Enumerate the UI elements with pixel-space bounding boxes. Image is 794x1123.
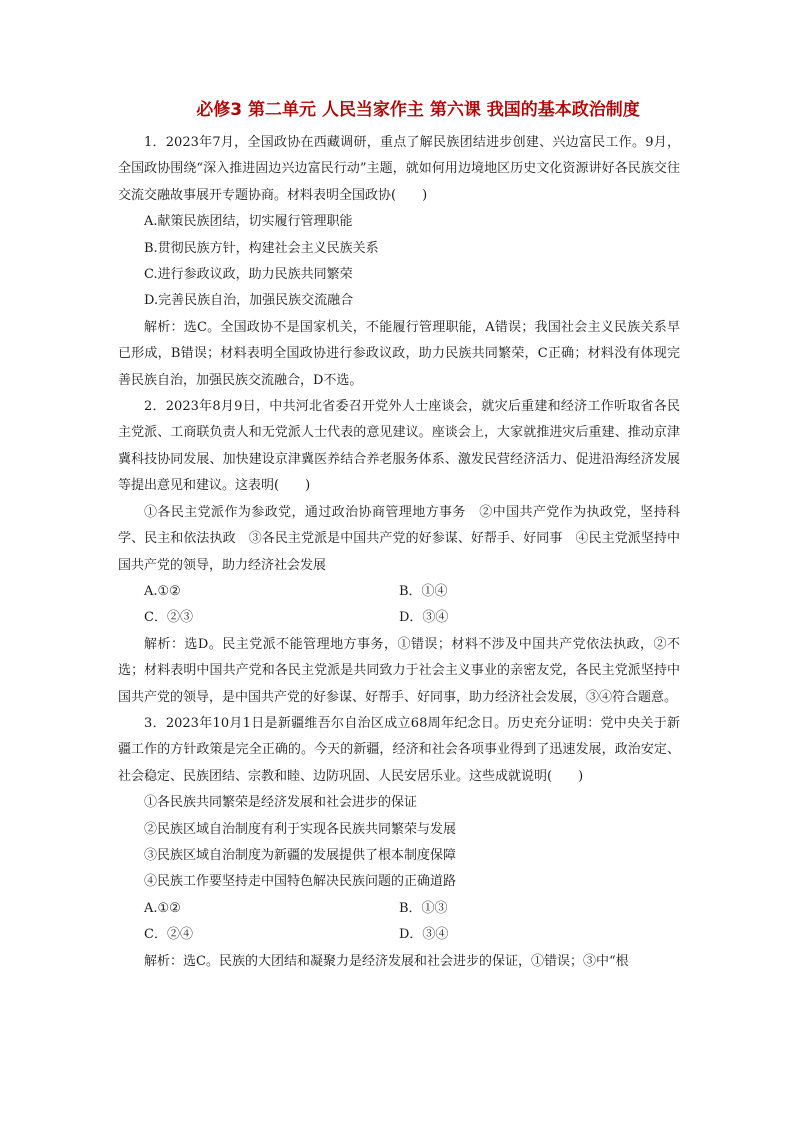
- question-3-statement-2: ②民族区域自治制度有利于实现各民族共同繁荣与发展: [144, 821, 457, 837]
- question-2-stem: 2．2023年8月9日，中共河北省委召开党外人士座谈会，就灾后重建和经济工作听取省各民主党派、工商联负责人和无党派人士代表的意见建议。座谈会上，大家就推进灾后重建、推动京津冀科技协同发展、加快建设京津冀医养结合养老服务体系、激发民营经济活力、促进沿海经济发展等提出意见和建议。这表明( ): [118, 399, 680, 494]
- question-2-options-row-2: [118, 605, 680, 631]
- question-1-option-d: D.完善民族自治，加强民族交流融合: [144, 293, 354, 309]
- question-3-statement-3: ③民族区域自治制度为新疆的发展提供了根本制度保障: [144, 847, 457, 863]
- question-3-option-d: D．③④: [399, 927, 449, 943]
- question-3-options-row-1: [118, 896, 680, 922]
- question-3-statement-1: ①各民族共同繁荣是经济发展和社会进步的保证: [144, 795, 418, 811]
- question-3-option-a: A.①②: [144, 900, 181, 916]
- question-1-option-b: B.贯彻民族方针，构建社会主义民族关系: [144, 240, 379, 256]
- question-2-option-c: C．②③: [144, 610, 193, 626]
- question-3-options-row-2: [118, 922, 680, 948]
- question-3-option-b: B．①③: [399, 900, 448, 916]
- question-2-options-row-1: [118, 579, 680, 605]
- question-2-analysis: 解析：选D。民主党派不能管理地方事务，①错误；材料不涉及中国共产党依法执政，②不选；材料表明中国共产党和各民主党派是共同致力于社会主义事业的亲密友党，各民主党派坚持中国共产党的领导，是中国共产党的好参谋、好帮手、好同事，助力经济社会发展，③④符合题意。: [118, 636, 680, 705]
- question-3-stem: 3．2023年10月1日是新疆维吾尔自治区成立68周年纪念日。历史充分证明：党中央关于新疆工作的方针政策是完全正确的。今天的新疆，经济和社会各项事业得到了迅速发展，政治安定、社会稳定、民族团结、宗教和睦、边防巩固、人民安居乐业。这些成就说明( ): [118, 715, 680, 784]
- question-1-analysis: 解析：选C。全国政协不是国家机关，不能履行管理职能，A错误；我国社会主义民族关系早已形成，B错误；材料表明全国政协进行参政议政，助力民族共同繁荣，C正确；材料没有体现完善民族自治，加强民族交流融合，D不选。: [118, 319, 680, 388]
- document-body: [118, 130, 680, 975]
- question-1-option-c: C.进行参政议政，助力民族共同繁荣: [144, 267, 353, 283]
- question-2-statements: ①各民主党派作为参政党，通过政治协商管理地方事务 ②中国共产党作为执政党，坚持科学、民主和依法执政 ③各民主党派是中国共产党的好参谋、好帮手、好同事 ④民主党派坚持中国共产党的领导，助力经济社会发展: [118, 504, 680, 573]
- question-2-option-d: D．③④: [399, 610, 449, 626]
- question-2-option-b: B．①④: [399, 583, 448, 599]
- question-3-option-c: C．②④: [144, 927, 193, 943]
- question-1-option-a: A.献策民族团结，切实履行管理职能: [144, 214, 353, 230]
- question-3-statement-4: ④民族工作要坚持走中国特色解决民族问题的正确道路: [144, 874, 457, 890]
- question-3-analysis: 解析：选C。民族的大团结和凝聚力是经济发展和社会进步的保证，①错误；③中“根: [144, 953, 629, 969]
- page-title: 必修3 第二单元 人民当家作主 第六课 我国的基本政治制度: [196, 100, 640, 120]
- question-2-option-a: A.①②: [144, 583, 181, 599]
- question-1-stem: 1．2023年7月，全国政协在西藏调研，重点了解民族团结进步创建、兴边富民工作。9月，全国政协围绕“深入推进固边兴边富民行动”主题，就如何用边境地区历史文化资源讲好各民族交往交流交融故事展开专题协商。材料表明全国政协( ): [118, 135, 680, 203]
